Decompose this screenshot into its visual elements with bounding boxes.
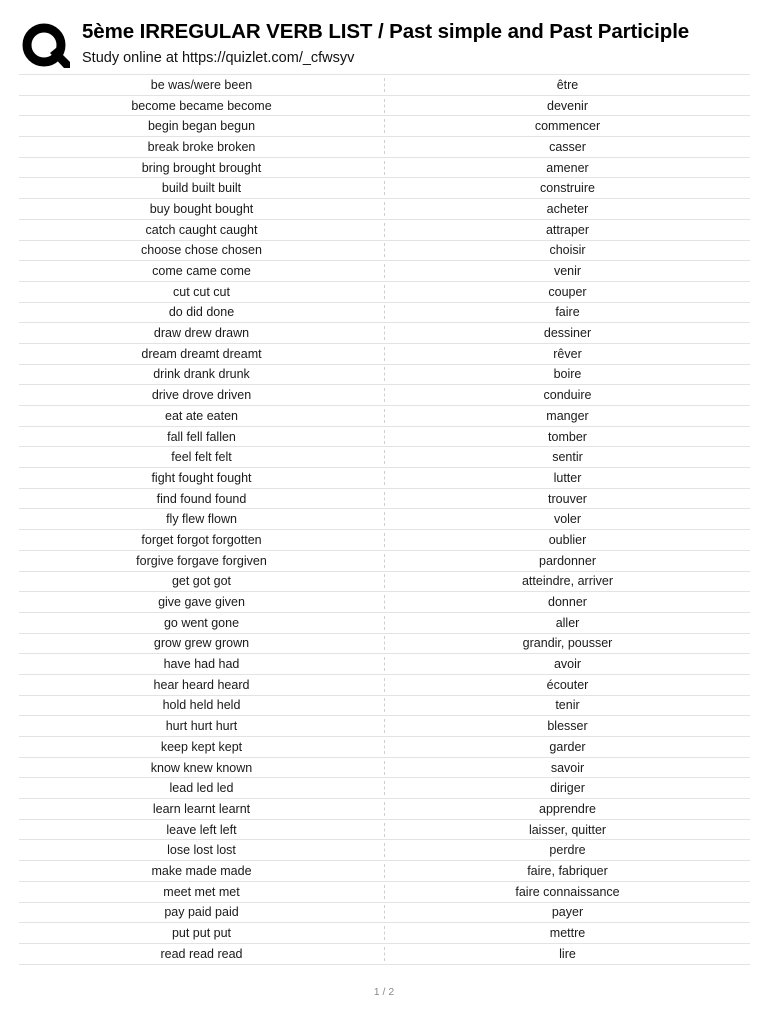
table-row xyxy=(19,799,750,820)
table-row xyxy=(19,696,750,717)
definition-cell: commencer xyxy=(534,119,601,134)
definition-cell: choisir xyxy=(549,243,586,258)
page-number: 1 / 2 xyxy=(373,986,395,998)
definition-cell: avoir xyxy=(553,657,582,672)
definition-cell: savoir xyxy=(550,760,585,775)
term-cell: hold held held xyxy=(162,698,241,713)
term-cell: cut cut cut xyxy=(173,284,230,299)
term-cell: come came come xyxy=(152,264,251,279)
table-row xyxy=(19,923,750,944)
term-cell: catch caught caught xyxy=(145,222,258,237)
term-cell: read read read xyxy=(160,946,243,961)
term-cell: draw drew drawn xyxy=(153,326,250,341)
definition-cell: mettre xyxy=(549,926,586,941)
table-row xyxy=(19,365,750,386)
term-cell: go went gone xyxy=(163,615,240,630)
definition-cell: perdre xyxy=(549,843,586,858)
table-row xyxy=(19,654,750,675)
definition-cell: laisser, quitter xyxy=(528,822,607,837)
term-cell: leave left left xyxy=(166,822,237,837)
definition-cell: diriger xyxy=(550,781,585,796)
definition-cell: tenir xyxy=(555,698,580,713)
table-row xyxy=(19,220,750,241)
table-row xyxy=(19,178,750,199)
table-row xyxy=(19,716,750,737)
definition-cell: voler xyxy=(553,512,582,527)
definition-cell: venir xyxy=(553,264,582,279)
term-cell: hear heard heard xyxy=(153,677,250,692)
term-cell: become became become xyxy=(131,98,272,113)
page-title: 5ème IRREGULAR VERB LIST / Past simple and Past Participle xyxy=(82,20,690,43)
term-cell: learn learnt learnt xyxy=(152,801,251,816)
table-row xyxy=(19,468,750,489)
table-row xyxy=(19,406,750,427)
term-cell: find found found xyxy=(156,491,247,506)
table-row xyxy=(19,75,750,96)
table-row xyxy=(19,385,750,406)
table-row xyxy=(19,96,750,117)
table-row xyxy=(19,634,750,655)
verb-list xyxy=(19,74,750,965)
table-row xyxy=(19,737,750,758)
term-cell: lead led led xyxy=(169,781,234,796)
table-row xyxy=(19,261,750,282)
term-cell: grow grew grown xyxy=(153,636,250,651)
term-cell: forget forgot forgotten xyxy=(141,532,262,547)
term-cell: be was/were been xyxy=(150,77,253,92)
table-row xyxy=(19,447,750,468)
table-row xyxy=(19,572,750,593)
table-row xyxy=(19,840,750,861)
table-row xyxy=(19,820,750,841)
definition-cell: trouver xyxy=(548,491,587,506)
term-cell: put put put xyxy=(171,926,232,941)
definition-cell: atteindre, arriver xyxy=(521,574,613,589)
definition-cell: attraper xyxy=(545,222,590,237)
term-cell: fall fell fallen xyxy=(167,429,236,444)
definition-cell: faire xyxy=(555,305,580,320)
term-cell: choose chose chosen xyxy=(141,243,262,258)
table-row xyxy=(19,116,750,137)
term-cell: fight fought fought xyxy=(151,470,252,485)
definition-cell: pardonner xyxy=(539,553,596,568)
definition-cell: être xyxy=(556,77,579,92)
table-row xyxy=(19,489,750,510)
term-cell: dream dreamt dreamt xyxy=(141,346,262,361)
definition-cell: oublier xyxy=(548,532,587,547)
table-row xyxy=(19,158,750,179)
term-cell: buy bought bought xyxy=(149,201,254,216)
definition-cell: garder xyxy=(549,739,586,754)
term-cell: know knew known xyxy=(150,760,253,775)
term-cell: give gave given xyxy=(158,595,245,610)
table-row xyxy=(19,303,750,324)
definition-cell: boire xyxy=(553,367,582,382)
definition-cell: aller xyxy=(555,615,580,630)
term-cell: meet met met xyxy=(163,884,240,899)
term-cell: drink drank drunk xyxy=(153,367,250,382)
term-cell: do did done xyxy=(168,305,235,320)
table-row xyxy=(19,592,750,613)
term-cell: begin began begun xyxy=(147,119,256,134)
term-cell: feel felt felt xyxy=(171,450,232,465)
definition-cell: devenir xyxy=(547,98,588,113)
term-cell: hurt hurt hurt xyxy=(165,719,238,734)
definition-cell: lire xyxy=(559,946,576,961)
definition-cell: donner xyxy=(548,595,587,610)
definition-cell: payer xyxy=(551,905,584,920)
table-row xyxy=(19,137,750,158)
table-row xyxy=(19,613,750,634)
table-row xyxy=(19,551,750,572)
definition-cell: dessiner xyxy=(543,326,592,341)
table-row xyxy=(19,903,750,924)
term-cell: eat ate eaten xyxy=(165,408,238,423)
table-row xyxy=(19,509,750,530)
table-row xyxy=(19,199,750,220)
definition-cell: lutter xyxy=(553,470,582,485)
term-cell: lose lost lost xyxy=(167,843,236,858)
term-cell: build built built xyxy=(161,181,242,196)
definition-cell: amener xyxy=(546,160,589,175)
term-cell: have had had xyxy=(163,657,240,672)
table-row xyxy=(19,758,750,779)
table-row xyxy=(19,675,750,696)
table-row xyxy=(19,241,750,262)
term-cell: make made made xyxy=(151,863,252,878)
term-cell: keep kept kept xyxy=(160,739,243,754)
table-row xyxy=(19,282,750,303)
table-row xyxy=(19,323,750,344)
study-link-text: Study online at https://quizlet.com/_cfwsyv xyxy=(82,50,355,66)
definition-cell: conduire xyxy=(543,388,592,403)
table-row xyxy=(19,778,750,799)
term-cell: bring brought brought xyxy=(141,160,262,175)
table-row xyxy=(19,530,750,551)
term-cell: get got got xyxy=(171,574,232,589)
definition-cell: rêver xyxy=(553,346,582,361)
table-row xyxy=(19,861,750,882)
term-cell: drive drove driven xyxy=(151,388,252,403)
definition-cell: faire connaissance xyxy=(515,884,620,899)
table-row xyxy=(19,344,750,365)
definition-cell: casser xyxy=(549,139,586,154)
table-row xyxy=(19,882,750,903)
definition-cell: écouter xyxy=(546,677,589,692)
definition-cell: sentir xyxy=(552,450,583,465)
term-cell: forgive forgave forgiven xyxy=(136,553,267,568)
definition-cell: apprendre xyxy=(539,801,596,816)
table-row xyxy=(19,944,750,965)
definition-cell: construire xyxy=(540,181,595,196)
page-header xyxy=(0,0,768,74)
definition-cell: grandir, pousser xyxy=(522,636,613,651)
quizlet-q-icon xyxy=(20,21,70,71)
table-row xyxy=(19,427,750,448)
definition-cell: couper xyxy=(548,284,587,299)
term-cell: pay paid paid xyxy=(164,905,239,920)
definition-cell: acheter xyxy=(546,201,589,216)
definition-cell: tomber xyxy=(548,429,587,444)
definition-cell: manger xyxy=(546,408,589,423)
term-cell: break broke broken xyxy=(147,139,256,154)
term-cell: fly flew flown xyxy=(166,512,237,527)
definition-cell: blesser xyxy=(547,719,588,734)
definition-cell: faire, fabriquer xyxy=(527,863,608,878)
